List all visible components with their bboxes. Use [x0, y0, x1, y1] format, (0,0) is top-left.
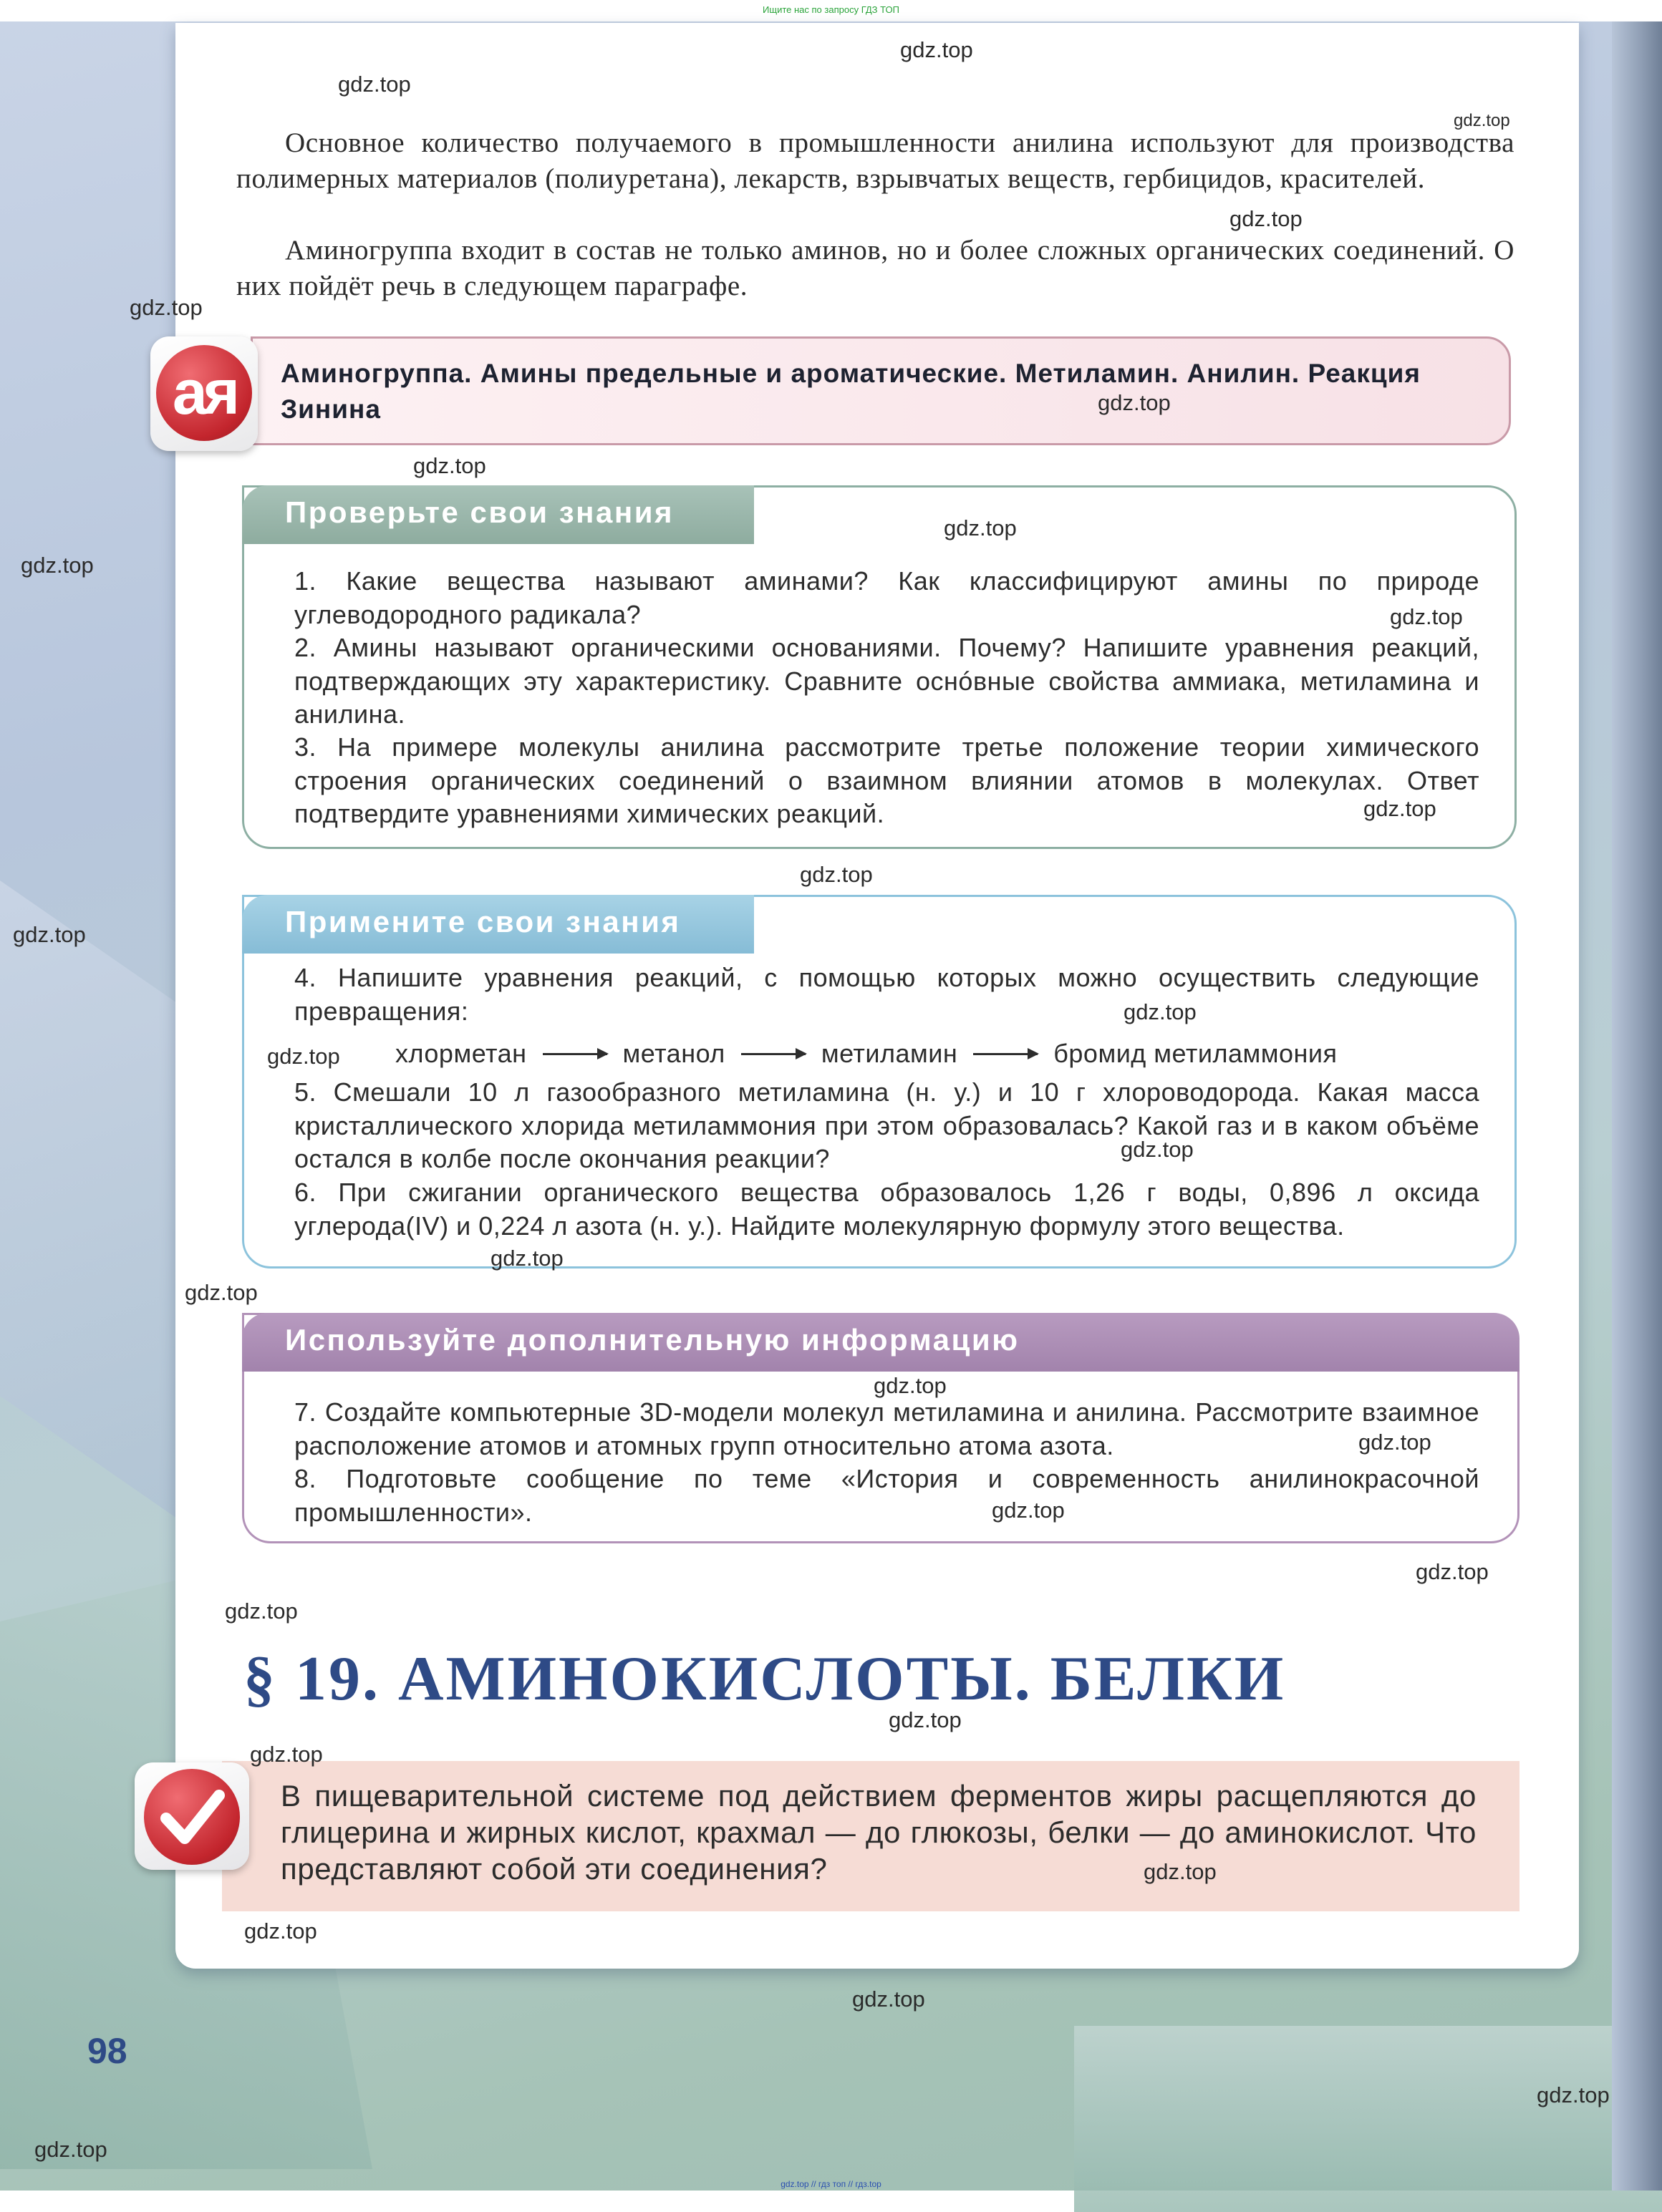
transformation-scheme	[395, 1037, 1338, 1071]
watermark: gdz.top	[1363, 796, 1436, 821]
watermark: gdz.top	[1121, 1137, 1194, 1162]
book-spine	[1612, 21, 1662, 2191]
watermark: gdz.top	[852, 1987, 925, 2012]
watermark: gdz.top	[1390, 604, 1463, 629]
extra-info-box	[242, 1313, 1520, 1543]
watermark: gdz.top	[130, 295, 203, 320]
extra-info-title: Используйте дополнительную информацию	[285, 1323, 1020, 1357]
scheme-step: бромид метиламмония	[1053, 1039, 1338, 1068]
question-2: 2. Амины называют органическими основаниями. Почему? Напишите уравнения реакций, подтверждающих эту характеристику. Сравните оснóвные свойства аммиака, метиламина и анилина.	[294, 633, 1479, 729]
watermark: gdz.top	[244, 1918, 317, 1944]
watermark: gdz.top	[491, 1246, 564, 1271]
section-title: § 19. АМИНОКИСЛОТЫ. БЕЛКИ	[243, 1644, 1286, 1714]
check-knowledge-box	[242, 485, 1517, 849]
watermark: gdz.top	[944, 515, 1017, 540]
watermark: gdz.top	[1124, 999, 1197, 1024]
checkmark-icon	[135, 1762, 249, 1870]
watermark: gdz.top	[250, 1742, 323, 1767]
extra-info-tab	[242, 1313, 1520, 1372]
question-7: 7. Создайте компьютерные 3D-модели молекул метиламина и анилина. Рассмотрите взаимное расположение атомов и атомных групп относительно атома азота.	[294, 1397, 1479, 1460]
intro-paragraph-1: Основное количество получаемого в промышленности анилина используют для производства полимерных материалов (полиуретана), лекарств, взрывчатых веществ, гербицидов, красителей.	[236, 127, 1514, 194]
scheme-step: метанол	[622, 1039, 725, 1068]
arrow-right-icon	[543, 1053, 607, 1055]
question-5: 5. Смешали 10 л газообразного метиламина (н. у.) и 10 г хлороводорода. Какая масса кристаллического хлорида метиламмония при этом образовалась? Какой газ и в каком объёме остался в колбе после окончания реакции?	[294, 1077, 1479, 1173]
question-4: 4. Напишите уравнения реакций, с помощью которых можно осуществить следующие превращения:	[294, 963, 1479, 1026]
question-3: 3. На примере молекулы анилина рассмотрите третье положение теории химического строения органических соединений о взаимном влиянии атомов в молекулах. Ответ подтвердите уравнениями химических реакций.	[294, 732, 1479, 828]
page-number: 98	[87, 2031, 127, 2071]
question-6: 6. При сжигании органического вещества образовалось 1,26 г воды, 0,896 л оксида углерода(IV) и 0,224 л азота (н. у.). Найдите молекулярную формулу этого вещества.	[294, 1178, 1479, 1241]
watermark: gdz.top	[225, 1599, 298, 1624]
watermark: gdz.top	[1537, 2082, 1610, 2107]
watermark: gdz.top	[1098, 390, 1171, 415]
check-knowledge-title: Проверьте свои знания	[285, 495, 675, 529]
watermark: gdz.top	[889, 1707, 962, 1732]
check-knowledge-tab	[242, 485, 754, 544]
question-8: 8. Подготовьте сообщение по теме «История и современность анилинокрасочной промышленности».	[294, 1464, 1479, 1527]
watermark: gdz.top	[34, 2137, 107, 2162]
watermark: gdz.top	[874, 1373, 947, 1398]
arrow-right-icon	[741, 1053, 806, 1055]
watermark: gdz.top	[1416, 1559, 1489, 1584]
watermark: gdz.top	[1229, 206, 1303, 231]
watermark: gdz.top	[338, 72, 411, 97]
intro-paragraph-2: Аминогруппа входит в состав не только аминов, но и более сложных органических соединений. О них пойдёт речь в следующем параграфе.	[236, 235, 1514, 301]
apply-knowledge-tab	[242, 895, 754, 954]
watermark: gdz.top	[185, 1280, 258, 1305]
background-shape	[0, 881, 186, 1525]
apply-knowledge-title: Примените свои знания	[285, 905, 681, 938]
keywords-text: Аминогруппа. Амины предельные и ароматические. Метиламин. Анилин. Реакция Зинина	[281, 359, 1421, 424]
arrow-right-icon	[973, 1053, 1038, 1055]
watermark: gdz.top	[900, 37, 973, 62]
intro-question-text: В пищеварительной системе под действием ферментов жиры расщепляются до глицерина и жирных кислот, крахмал — до глюкозы, белки — до аминокислот. Что представляют собой эти соединения?	[281, 1779, 1477, 1886]
watermark: gdz.top	[1454, 111, 1510, 130]
apply-knowledge-box	[242, 895, 1517, 1268]
watermark: gdz.top	[800, 862, 873, 887]
scheme-step: метиламин	[821, 1039, 958, 1068]
question-1: 1. Какие вещества называют аминами? Как классифицируют амины по природе углеводородного радикала?	[294, 566, 1479, 629]
scheme-step: хлорметан	[395, 1039, 527, 1068]
top-banner: Ищите нас по запросу ГДЗ ТОП	[763, 4, 899, 15]
watermark: gdz.top	[21, 553, 94, 578]
bottom-banner: gdz.top // гдз топ // гдз.top	[781, 2179, 881, 2189]
watermark: gdz.top	[13, 922, 86, 947]
watermark: gdz.top	[413, 453, 486, 478]
keywords-icon: ая	[150, 336, 258, 451]
watermark: gdz.top	[1144, 1859, 1217, 1884]
watermark: gdz.top	[267, 1044, 340, 1069]
watermark: gdz.top	[1358, 1430, 1431, 1455]
watermark: gdz.top	[992, 1498, 1065, 1523]
